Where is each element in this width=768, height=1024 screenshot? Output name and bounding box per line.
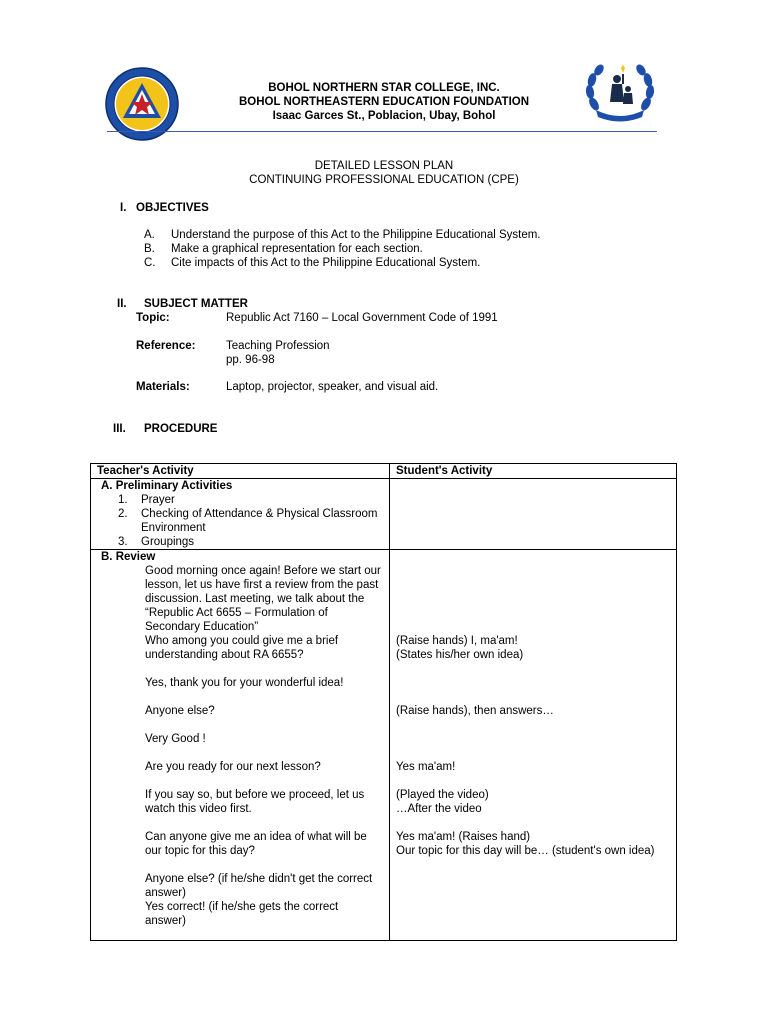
teacher-line: Are you ready for our next lesson? [145, 761, 321, 773]
reference-label: Reference: [136, 340, 196, 352]
teacher-line: Secondary Education” [145, 621, 259, 633]
list-item: 3. Groupings [118, 536, 195, 548]
student-activity-header: Student's Activity [390, 464, 677, 479]
student-line: Yes ma'am! [396, 761, 456, 773]
teacher-line: Can anyone give me an idea of what will be [145, 831, 367, 843]
preliminary-heading: A. Preliminary Activities [101, 480, 233, 492]
materials-value: Laptop, projector, speaker, and visual aid. [226, 381, 439, 393]
teacher-line: our topic for this day? [145, 845, 255, 857]
objective-c-text: Cite impacts of this Act to the Philippine Educational System. [171, 257, 481, 269]
teacher-line: answer) [145, 915, 186, 927]
topic-value: Republic Act 7160 – Local Government Code of 1991 [226, 312, 498, 324]
student-line: (Raise hands) I, ma'am! [396, 635, 518, 647]
objective-b-text: Make a graphical representation for each section. [171, 243, 423, 255]
preliminary-teacher-cell [91, 479, 390, 550]
teacher-line: Anyone else? (if he/she didn't get the correct [145, 873, 373, 885]
teacher-line: Who among you could give me a brief [145, 635, 339, 647]
teacher-line: watch this video first. [145, 803, 252, 815]
teacher-line: lesson, let us have first a review from the past [145, 579, 379, 591]
subject-matter-heading: SUBJECT MATTER [144, 298, 248, 310]
table-header-row [91, 464, 677, 479]
student-line: …After the video [396, 803, 482, 815]
review-heading: B. Review [101, 551, 156, 563]
teacher-line: “Republic Act 6655 – Formulation of [145, 607, 328, 619]
review-teacher-cell [91, 550, 390, 941]
list-item: 1. Prayer [118, 494, 175, 506]
preliminary-student-cell [390, 479, 677, 550]
student-line: Yes ma'am! (Raises hand) [396, 831, 531, 843]
preliminary-row [91, 479, 677, 550]
student-line: (Played the video) [396, 789, 489, 801]
objective-c-letter: C. [144, 257, 156, 269]
objectives-number: I. [120, 202, 127, 214]
review-row [91, 550, 677, 941]
student-line: (States his/her own idea) [396, 649, 524, 661]
objective-a-text: Understand the purpose of this Act to the Philippine Educational System. [171, 229, 541, 241]
address: Isaac Garces St., Poblacion, Ubay, Bohol [272, 110, 496, 122]
teacher-line: discussion. Last meeting, we talk about the [145, 593, 365, 605]
teacher-line: Yes, thank you for your wonderful idea! [145, 677, 344, 689]
reference-pages: pp. 96-98 [226, 354, 275, 366]
subject-matter-number: II. [117, 298, 127, 310]
review-student-cell [390, 550, 677, 941]
objective-a-letter: A. [144, 229, 155, 241]
objectives-heading: OBJECTIVES [136, 202, 209, 214]
list-item-continuation: Environment [141, 522, 206, 534]
list-item: 2. Checking of Attendance & Physical Classroom [118, 508, 378, 520]
objective-b-letter: B. [144, 243, 155, 255]
teacher-line: answer) [145, 887, 186, 899]
header-rule [107, 131, 657, 132]
topic-label: Topic: [136, 312, 170, 324]
student-line: (Raise hands), then answers… [396, 705, 554, 717]
teacher-line: If you say so, but before we proceed, let us [145, 789, 365, 801]
teacher-line: Anyone else? [145, 705, 215, 717]
teacher-activity-header: Teacher's Activity [91, 464, 390, 479]
procedure-heading: PROCEDURE [144, 423, 218, 435]
procedure-table [90, 463, 677, 941]
teacher-line: Very Good ! [145, 733, 206, 745]
document-title: DETAILED LESSON PLAN [314, 160, 454, 172]
teacher-line: Yes correct! (if he/she gets the correct [145, 901, 339, 913]
college-name: BOHOL NORTHERN STAR COLLEGE, INC. [268, 82, 500, 94]
teacher-line: Good morning once again! Before we start our [145, 565, 381, 577]
foundation-name: BOHOL NORTHEASTERN EDUCATION FOUNDATION [238, 96, 530, 108]
reference-value: Teaching Profession [226, 340, 330, 352]
student-line: Our topic for this day will be… (student's own idea) [396, 845, 655, 857]
procedure-number: III. [113, 423, 126, 435]
document-subtitle: CONTINUING PROFESSIONAL EDUCATION (CPE) [249, 174, 519, 186]
teacher-line: understanding about RA 6655? [145, 649, 304, 661]
materials-label: Materials: [136, 381, 190, 393]
